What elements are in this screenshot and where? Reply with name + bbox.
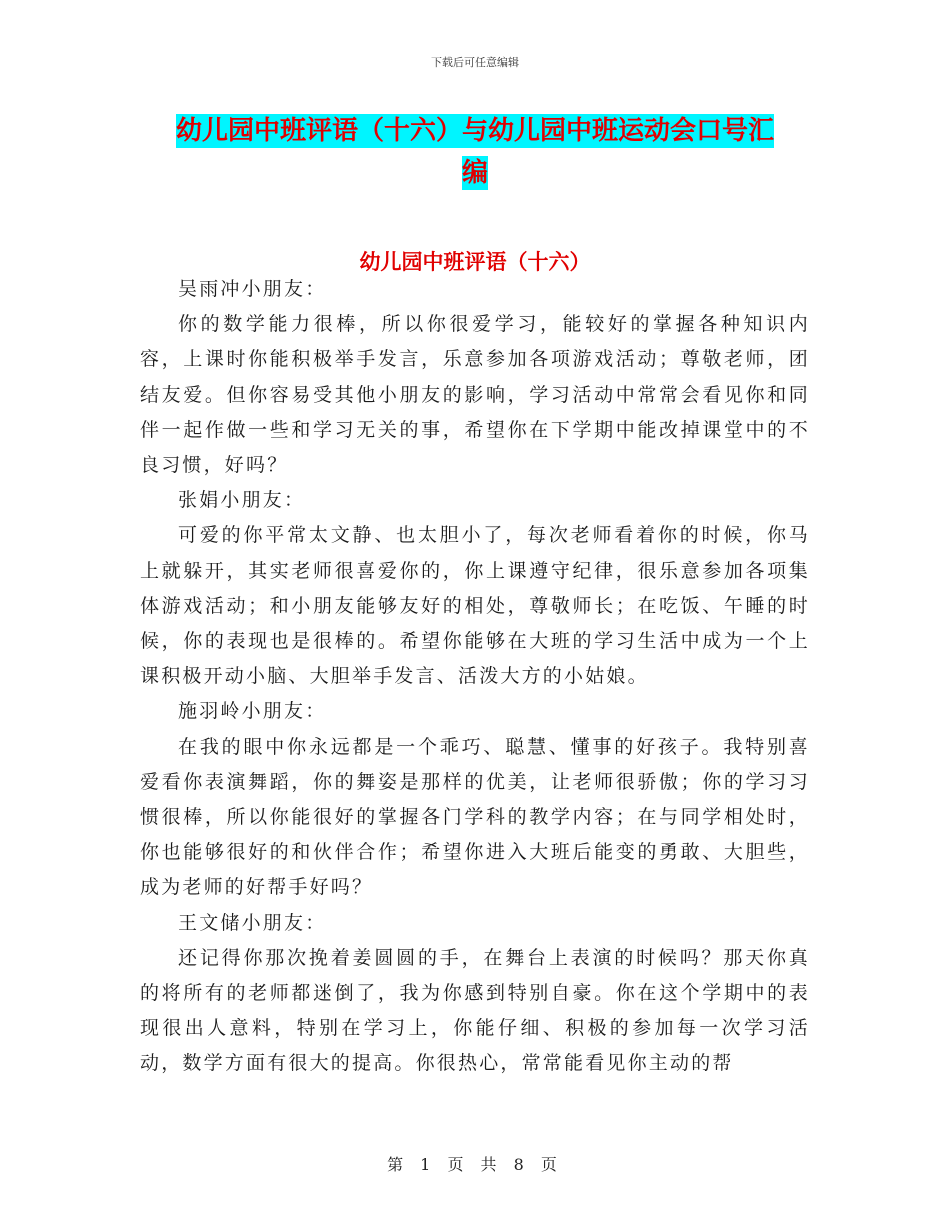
paragraph-comment-3: 在我的眼中你永远都是一个乖巧、聪慧、懂事的好孩子。我特别喜爱看你表演舞蹈，你的舞姿是那样的优美，让老师很骄傲；你的学习习惯很棒，所以你能很好的掌握各门学科的教学内容；在与同学相处时，你也能够很好的和伙伴合作；希望你进入大班后能变的勇敢、大胆些，成为老师的好帮手好吗？ <box>140 735 810 899</box>
paragraph-name-1: 吴雨冲小朋友： <box>178 278 327 300</box>
document-title <box>140 110 810 194</box>
document-title-line1: 幼儿园中班评语（十六）与幼儿园中班运动会口号汇 <box>175 116 774 146</box>
page-footer: 第 1 页 共 8 页 <box>387 1155 563 1174</box>
body-text <box>140 272 810 1082</box>
paragraph-name-4: 王文储小朋友： <box>178 911 327 934</box>
section-title: 幼儿园中班评语（十六） <box>359 249 591 274</box>
header-note: 下载后可任意编辑 <box>431 56 519 69</box>
paragraph-comment-1: 你的数学能力很棒，所以你很爱学习，能较好的掌握各种知识内容，上课时你能积极举手发言，乐意参加各项游戏活动；尊敬老师，团结友爱。但你容易受其他小朋友的影响，学习活动中常常会看见你和同伴一起作做一些和学习无关的事，希望你在下学期中能改掉课堂中的不良习惯，好吗？ <box>140 313 810 477</box>
paragraph-name-3: 施羽岭小朋友： <box>178 700 327 723</box>
document-title-line2: 编 <box>461 158 488 188</box>
paragraph-comment-4: 还记得你那次挽着姜圆圆的手，在舞台上表演的时候吗？那天你真的将所有的老师都迷倒了，我为你感到特别自豪。你在这个学期中的表现很出人意料，特别在学习上，你能仔细、积极的参加每一次学习活动，数学方面有很大的提高。你很热心，常常能看见你主动的帮 <box>140 946 810 1075</box>
paragraph-comment-2: 可爱的你平常太文静、也太胆小了，每次老师看着你的时候，你马上就躲开，其实老师很喜爱你的，你上课遵守纪律，很乐意参加各项集体游戏活动；和小朋友能够友好的相处，尊敬师长；在吃饭、午睡的时候，你的表现也是很棒的。希望你能够在大班的学习生活中成为一个上课积极开动小脑、大胆举手发言、活泼大方的小姑娘。 <box>140 524 810 688</box>
paragraph-name-2: 张娟小朋友： <box>178 489 306 512</box>
